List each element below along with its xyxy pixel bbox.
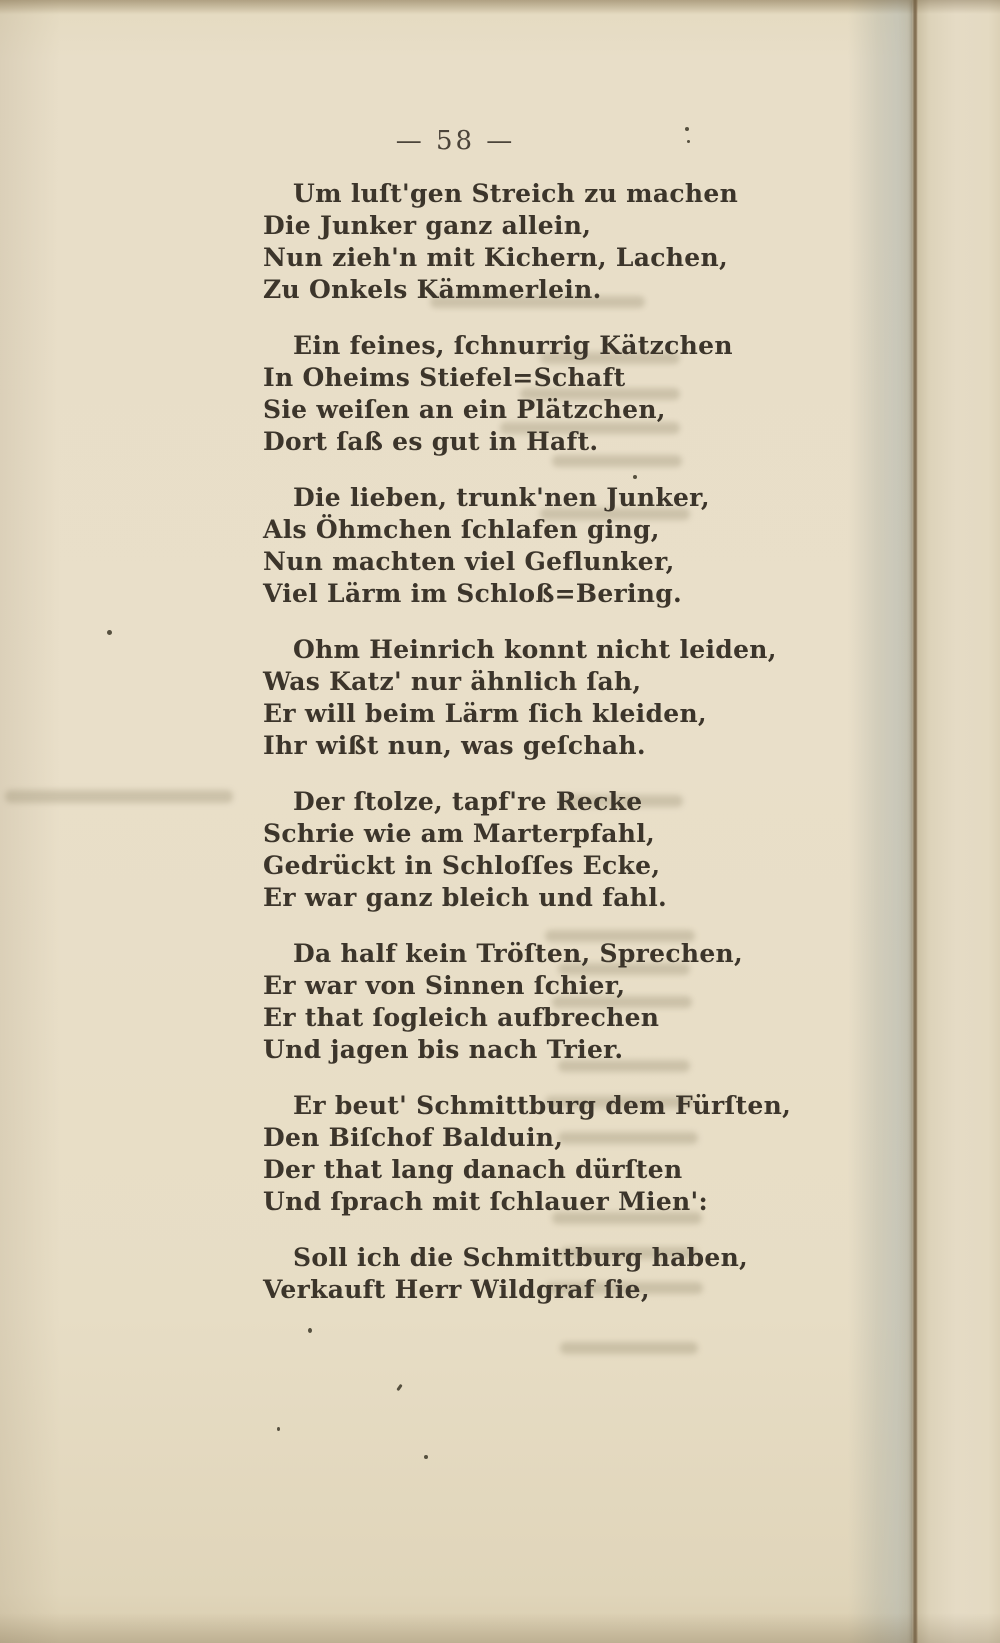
poem-line: Ein feines, ſchnurrig Kätzchen xyxy=(293,331,733,360)
poem-line: Ohm Heinrich konnt nicht leiden, xyxy=(293,635,777,664)
stanza xyxy=(263,786,733,914)
poem-line: Soll ich die Schmittburg haben, xyxy=(293,1243,749,1272)
poem-line: Und jagen bis nach Trier. xyxy=(263,1035,624,1064)
poem-line: Die lieben, trunk'nen Junker, xyxy=(293,483,710,512)
paper-speck xyxy=(107,630,112,635)
paper-speck xyxy=(396,1384,402,1391)
poem-line: Er war ganz bleich und fahl. xyxy=(263,883,668,912)
poem-line: Er beut' Schmittburg dem Fürſten, xyxy=(293,1091,792,1120)
poem-line: Nun zieh'n mit Kichern, Lachen, xyxy=(263,243,728,272)
poem-line: Viel Lärm im Schloß=Bering. xyxy=(263,579,683,608)
stanza xyxy=(263,1242,749,1306)
poem-line: Den Biſchof Balduin, xyxy=(263,1123,564,1152)
page-number: — 58 — xyxy=(395,126,516,156)
poem xyxy=(263,178,792,1330)
poem-line: Verkauft Herr Wildgraf ſie, xyxy=(263,1275,650,1304)
poem-line: Zu Onkels Kämmerlein. xyxy=(263,275,602,304)
poem-line: Nun machten viel Geflunker, xyxy=(263,547,675,576)
stanza xyxy=(263,330,733,458)
poem-line: Er war von Sinnen ſchier, xyxy=(263,971,626,1000)
poem-line: Da half kein Tröſten, Sprechen, xyxy=(293,939,744,968)
poem-line: Was Katz' nur ähnlich ſah, xyxy=(263,667,642,696)
paper-speck xyxy=(424,1455,428,1459)
poem-line: Der that lang danach dürſten xyxy=(263,1155,683,1184)
bottom-scan-shadow xyxy=(0,1613,1000,1643)
next-page-edge xyxy=(918,0,1000,1643)
poem-line: Um luſt'gen Streich zu machen xyxy=(293,179,739,208)
poem-line: Er that ſogleich aufbrechen xyxy=(263,1003,660,1032)
poem-line: Schrie wie am Marterpfahl, xyxy=(263,819,655,848)
stanza xyxy=(263,938,744,1066)
poem-line: Er will beim Lärm ſich kleiden, xyxy=(263,699,707,728)
bleedthrough-smudge xyxy=(560,1342,698,1354)
stanza xyxy=(263,634,777,762)
poem-line: Ihr wißt nun, was geſchah. xyxy=(263,731,646,760)
poem-line: Die Junker ganz allein, xyxy=(263,211,592,240)
poem-line: Der ſtolze, tapf're Recke xyxy=(293,787,643,816)
stanza xyxy=(263,178,739,306)
paper-speck xyxy=(685,127,689,131)
top-scan-shadow xyxy=(0,0,1000,14)
bleedthrough-smudge xyxy=(5,790,233,803)
stanza xyxy=(263,1090,792,1218)
paper-speck xyxy=(687,140,690,143)
poem-line: Als Öhmchen ſchlafen ging, xyxy=(263,515,660,544)
gutter-shadow xyxy=(848,0,914,1643)
paper-speck xyxy=(277,1427,280,1431)
poem-line: In Oheims Stiefel=Schaft xyxy=(263,363,626,392)
stanza xyxy=(263,482,733,610)
poem-line: Gedrückt in Schloſſes Ecke, xyxy=(263,851,661,880)
poem-line: Sie weiſen an ein Plätzchen, xyxy=(263,395,666,424)
poem-line: Dort ſaß es gut in Haft. xyxy=(263,427,599,456)
poem-line: Und ſprach mit ſchlauer Mien': xyxy=(263,1187,709,1216)
